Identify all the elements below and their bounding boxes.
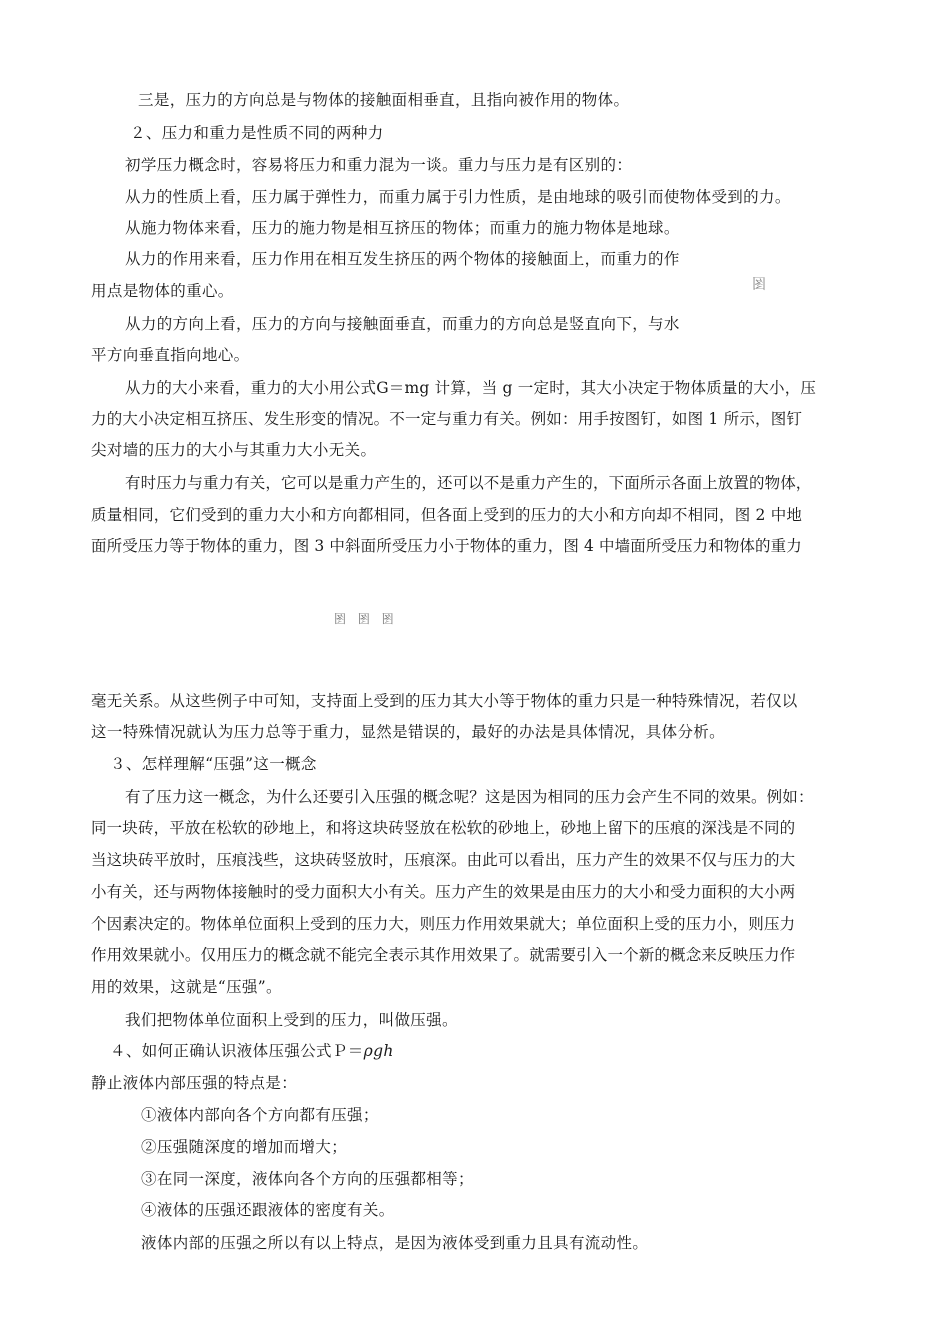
line-06: 从力的作用来看，压力作用在相互发生挤压的两个物体的接触面上，而重力的作 bbox=[125, 250, 680, 268]
line-01: 三是，压力的方向总是与物体的接触面相垂直，且指向被作用的物体。 bbox=[138, 91, 630, 109]
line-12: 尖对墙的压力的大小与其重力大小无关。 bbox=[91, 441, 377, 459]
line-07: 用点是物体的重心。 bbox=[91, 282, 234, 300]
line-21: 当这块砖平放时，压痕浅些，这块砖竖放时，压痕深。由此可以看出，压力产生的效果不仅与压力的大 bbox=[91, 851, 796, 869]
line-33: 液体内部的压强之所以有以上特点，是因为液体受到重力且具有流动性。 bbox=[141, 1234, 649, 1252]
line-17: 这一特殊情况就认为压力总等于重力，显然是错误的，最好的办法是具体情况，具体分析。 bbox=[91, 723, 726, 741]
list-item-2: ②压强随深度的增加而增大； bbox=[141, 1138, 348, 1156]
figure-1-placeholder: 图 bbox=[752, 277, 766, 293]
line-22: 小有关，还与两物体接触时的受力面积大小有关。压力产生的效果是由压力的大小和受力面积的大小两 bbox=[91, 883, 796, 901]
line-15: 面所受压力等于物体的重力，图 3 中斜面所受压力小于物体的重力，图 4 中墙面所受压力和物体的重力 bbox=[91, 537, 802, 555]
list-item-1: ①液体内部向各个方向都有压强； bbox=[141, 1106, 379, 1124]
list-item-4: ④液体的压强还跟液体的密度有关。 bbox=[141, 1201, 395, 1219]
line-23: 个因素决定的。物体单位面积上受到的压力大，则压力作用效果就大；单位面积上受的压力小，则压力 bbox=[91, 915, 796, 933]
line-03: 初学压力概念时，容易将压力和重力混为一谈。重力与压力是有区别的： bbox=[125, 156, 633, 174]
line-08: 从力的方向上看，压力的方向与接触面垂直，而重力的方向总是竖直向下，与水 bbox=[125, 315, 680, 333]
line-28: 静止液体内部压强的特点是： bbox=[91, 1074, 298, 1092]
line-05: 从施力物体来看，压力的施力物是相互挤压的物体；而重力的施力物体是地球。 bbox=[125, 219, 680, 237]
line-19: 有了压力这一概念，为什么还要引入压强的概念呢？这是因为相同的压力会产生不同的效果。例如： bbox=[125, 788, 814, 806]
line-25: 用的效果，这就是“压强”。 bbox=[91, 978, 282, 996]
heading-4-text: ４、如何正确认识液体压强公式Ｐ＝ bbox=[110, 1042, 364, 1060]
heading-2: ２、压力和重力是性质不同的两种力 bbox=[130, 124, 384, 142]
line-04: 从力的性质上看，压力属于弹性力，而重力属于引力性质，是由地球的吸引而使物体受到的力。 bbox=[125, 188, 791, 206]
heading-3: ３、怎样理解“压强”这一概念 bbox=[110, 755, 317, 773]
line-10: 从力的大小来看，重力的大小用公式G＝mg 计算，当 g 一定时，其大小决定于物体质量的大小，压 bbox=[125, 379, 817, 397]
line-16: 毫无关系。从这些例子中可知，支持面上受到的压力其大小等于物体的重力只是一种特殊情况，若仅以 bbox=[91, 692, 798, 710]
formula-rho-g-h: ρgh bbox=[363, 1042, 394, 1060]
line-20: 同一块砖，平放在松软的砂地上，和将这块砖竖放在松软的砂地上，砂地上留下的压痕的深浅是不同的 bbox=[91, 819, 796, 837]
line-14: 质量相同，它们受到的重力大小和方向都相同，但各面上受到的压力的大小和方向却不相同，图 2 中地 bbox=[91, 506, 803, 524]
list-item-3: ③在同一深度，液体向各个方向的压强都相等； bbox=[141, 1170, 474, 1188]
line-09: 平方向垂直指向地心。 bbox=[91, 346, 250, 364]
line-26: 我们把物体单位面积上受到的压力，叫做压强。 bbox=[125, 1011, 458, 1029]
line-13: 有时压力与重力有关，它可以是重力产生的，还可以不是重力产生的，下面所示各面上放置的物体， bbox=[125, 474, 812, 492]
line-11: 力的大小决定相互挤压、发生形变的情况。不一定与重力有关。例如：用手按图钉，如图 1 所示，图钉 bbox=[91, 410, 803, 428]
figures-2-4-placeholder: 图 图 图 bbox=[330, 612, 394, 626]
line-24: 作用效果就小。仅用压力的概念就不能完全表示其作用效果了。就需要引入一个新的概念来反映压力作 bbox=[91, 946, 796, 964]
heading-4 bbox=[110, 1040, 394, 1062]
